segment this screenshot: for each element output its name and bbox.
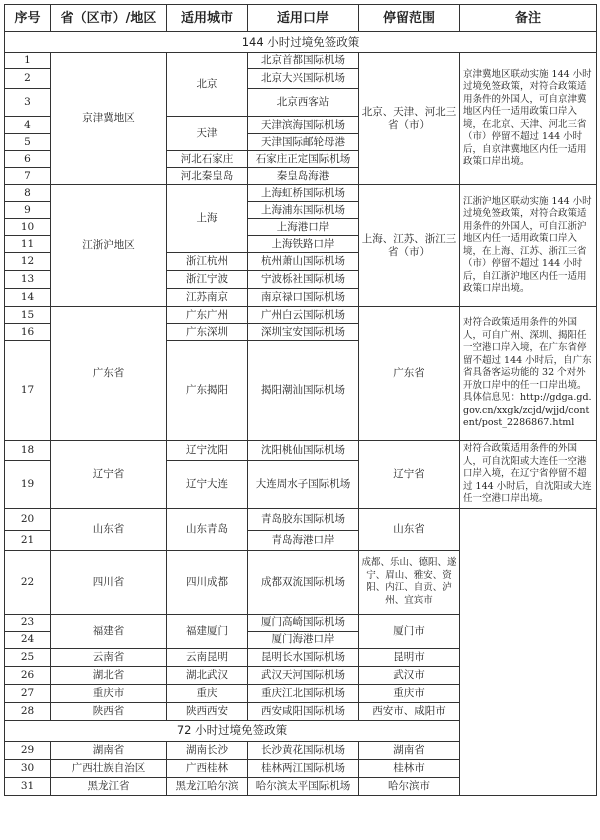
port-cell: 大连周水子国际机场 <box>248 461 359 508</box>
port-cell: 沈阳桃仙国际机场 <box>248 441 359 461</box>
section-72-title: 72 小时过境免签政策 <box>5 720 460 741</box>
region-cell: 云南省 <box>51 648 167 666</box>
scope-cell: 山东省 <box>359 508 460 550</box>
row-number: 26 <box>5 666 51 684</box>
city-cell: 辽宁沈阳 <box>167 441 248 461</box>
section-144-title: 144 小时过境免签政策 <box>5 32 597 53</box>
region-cell: 广西壮族自治区 <box>51 759 167 777</box>
port-cell: 哈尔滨太平国际机场 <box>248 777 359 795</box>
city-cell: 江苏南京 <box>167 289 248 307</box>
region-cell: 福建省 <box>51 614 167 648</box>
row-number: 24 <box>5 631 51 648</box>
scope-cell: 上海、江苏、浙江三省（市） <box>359 185 460 307</box>
port-cell: 宁波栎社国际机场 <box>248 271 359 289</box>
port-cell: 南京禄口国际机场 <box>248 289 359 307</box>
row-number: 12 <box>5 253 51 271</box>
scope-cell: 重庆市 <box>359 684 460 702</box>
scope-cell: 成都、乐山、德阳、遂宁、眉山、雅安、资阳、内江、自贡、泸州、宜宾市 <box>359 550 460 614</box>
port-cell: 北京首都国际机场 <box>248 53 359 69</box>
scope-cell: 广东省 <box>359 307 460 441</box>
header-city: 适用城市 <box>167 5 248 32</box>
city-cell: 广东深圳 <box>167 324 248 341</box>
row-number: 5 <box>5 134 51 151</box>
row-number: 20 <box>5 508 51 530</box>
city-cell: 北京 <box>167 53 248 117</box>
port-cell: 揭阳潮汕国际机场 <box>248 341 359 441</box>
port-cell: 昆明长水国际机场 <box>248 648 359 666</box>
section-row <box>5 32 597 53</box>
row-number: 23 <box>5 614 51 631</box>
port-cell: 青岛胶东国际机场 <box>248 508 359 530</box>
table-row <box>5 307 597 324</box>
header-no: 序号 <box>5 5 51 32</box>
row-number: 6 <box>5 151 51 168</box>
city-cell: 河北秦皇岛 <box>167 168 248 185</box>
row-number: 29 <box>5 741 51 759</box>
note-cell-empty <box>460 508 597 795</box>
scope-cell: 辽宁省 <box>359 441 460 509</box>
scope-cell: 昆明市 <box>359 648 460 666</box>
note-cell: 对符合政策适用条件的外国人，可自广州、深圳、揭阳任一空港口岸入境，在广东省停留不超过 144 小时后，自广东省具备客运功能的 32 个对外开放口岸中的任一口岸出境。具体信息见：http://gdga.gd.gov.cn/xxgk/zcjd/wjjd/content/post_2286867.html <box>460 307 597 441</box>
port-cell: 桂林两江国际机场 <box>248 759 359 777</box>
scope-cell: 西安市、咸阳市 <box>359 702 460 720</box>
port-cell: 天津国际邮轮母港 <box>248 134 359 151</box>
port-cell: 厦门海港口岸 <box>248 631 359 648</box>
city-cell: 辽宁大连 <box>167 461 248 508</box>
port-cell: 重庆江北国际机场 <box>248 684 359 702</box>
row-number: 18 <box>5 441 51 461</box>
port-cell: 杭州萧山国际机场 <box>248 253 359 271</box>
port-cell: 深圳宝安国际机场 <box>248 324 359 341</box>
header-port: 适用口岸 <box>248 5 359 32</box>
region-cell: 江浙沪地区 <box>51 185 167 307</box>
city-cell: 广东广州 <box>167 307 248 324</box>
port-cell: 青岛海港口岸 <box>248 530 359 550</box>
header-note: 备注 <box>460 5 597 32</box>
port-cell: 厦门高崎国际机场 <box>248 614 359 631</box>
city-cell: 福建厦门 <box>167 614 248 648</box>
city-cell: 云南昆明 <box>167 648 248 666</box>
row-number: 8 <box>5 185 51 202</box>
row-number: 21 <box>5 530 51 550</box>
port-cell: 武汉天河国际机场 <box>248 666 359 684</box>
row-number: 22 <box>5 550 51 614</box>
port-cell: 上海铁路口岸 <box>248 236 359 253</box>
city-cell: 湖北武汉 <box>167 666 248 684</box>
table-row <box>5 508 597 530</box>
city-cell: 黑龙江哈尔滨 <box>167 777 248 795</box>
header-region: 省（区市）/地区 <box>51 5 167 32</box>
port-cell: 上海港口岸 <box>248 219 359 236</box>
city-cell: 浙江宁波 <box>167 271 248 289</box>
port-cell: 秦皇岛海港 <box>248 168 359 185</box>
row-number: 25 <box>5 648 51 666</box>
region-cell: 广东省 <box>51 307 167 441</box>
header-scope: 停留范围 <box>359 5 460 32</box>
row-number: 31 <box>5 777 51 795</box>
city-cell: 广东揭阳 <box>167 341 248 441</box>
region-cell: 四川省 <box>51 550 167 614</box>
port-cell: 广州白云国际机场 <box>248 307 359 324</box>
region-cell: 重庆市 <box>51 684 167 702</box>
header-row <box>5 5 597 32</box>
scope-cell: 厦门市 <box>359 614 460 648</box>
port-cell: 北京大兴国际机场 <box>248 69 359 89</box>
table-row <box>5 53 597 69</box>
region-cell: 湖南省 <box>51 741 167 759</box>
port-cell: 上海浦东国际机场 <box>248 202 359 219</box>
row-number: 11 <box>5 236 51 253</box>
city-cell: 河北石家庄 <box>167 151 248 168</box>
row-number: 13 <box>5 271 51 289</box>
city-cell: 天津 <box>167 117 248 151</box>
scope-cell: 桂林市 <box>359 759 460 777</box>
row-number: 28 <box>5 702 51 720</box>
city-cell: 重庆 <box>167 684 248 702</box>
city-cell: 山东青岛 <box>167 508 248 550</box>
scope-cell: 武汉市 <box>359 666 460 684</box>
note-cell: 江浙沪地区联动实施 144 小时过境免签政策，对符合政策适用条件的外国人，可自江浙沪地区内任一适用政策口岸入境，在上海、江苏、浙江三省（市）停留不超过 144 小时后，自江浙沪地区内任一适用政策口岸出境。 <box>460 185 597 307</box>
region-cell: 辽宁省 <box>51 441 167 509</box>
row-number: 15 <box>5 307 51 324</box>
row-number: 3 <box>5 89 51 117</box>
table-row <box>5 441 597 461</box>
row-number: 14 <box>5 289 51 307</box>
port-cell: 西安咸阳国际机场 <box>248 702 359 720</box>
region-cell: 陕西省 <box>51 702 167 720</box>
region-cell: 黑龙江省 <box>51 777 167 795</box>
port-cell: 石家庄正定国际机场 <box>248 151 359 168</box>
scope-cell: 北京、天津、河北三省（市） <box>359 53 460 185</box>
note-cell: 京津冀地区联动实施 144 小时过境免签政策，对符合政策适用条件的外国人，可自京津冀地区内任一适用政策口岸入境，在北京、天津、河北三省（市）停留不超过 144 小时后，自京津冀地区内任一适用政策口岸出境。 <box>460 53 597 185</box>
port-cell: 天津滨海国际机场 <box>248 117 359 134</box>
scope-cell: 哈尔滨市 <box>359 777 460 795</box>
row-number: 9 <box>5 202 51 219</box>
policy-table <box>4 4 597 796</box>
table-row <box>5 185 597 202</box>
row-number: 2 <box>5 69 51 89</box>
region-cell: 山东省 <box>51 508 167 550</box>
region-cell: 湖北省 <box>51 666 167 684</box>
port-cell: 长沙黄花国际机场 <box>248 741 359 759</box>
port-cell: 上海虹桥国际机场 <box>248 185 359 202</box>
port-cell: 成都双流国际机场 <box>248 550 359 614</box>
city-cell: 四川成都 <box>167 550 248 614</box>
city-cell: 广西桂林 <box>167 759 248 777</box>
note-cell: 对符合政策适用条件的外国人，可自沈阳或大连任一空港口岸入境，在辽宁省停留不超过 144 小时后，自沈阳或大连任一空港口岸出境。 <box>460 441 597 509</box>
row-number: 27 <box>5 684 51 702</box>
row-number: 30 <box>5 759 51 777</box>
row-number: 7 <box>5 168 51 185</box>
city-cell: 上海 <box>167 185 248 253</box>
region-cell: 京津冀地区 <box>51 53 167 185</box>
city-cell: 湖南长沙 <box>167 741 248 759</box>
row-number: 10 <box>5 219 51 236</box>
row-number: 19 <box>5 461 51 508</box>
row-number: 4 <box>5 117 51 134</box>
port-cell: 北京西客站 <box>248 89 359 117</box>
row-number: 17 <box>5 341 51 441</box>
row-number: 16 <box>5 324 51 341</box>
row-number: 1 <box>5 53 51 69</box>
city-cell: 浙江杭州 <box>167 253 248 271</box>
city-cell: 陕西西安 <box>167 702 248 720</box>
scope-cell: 湖南省 <box>359 741 460 759</box>
